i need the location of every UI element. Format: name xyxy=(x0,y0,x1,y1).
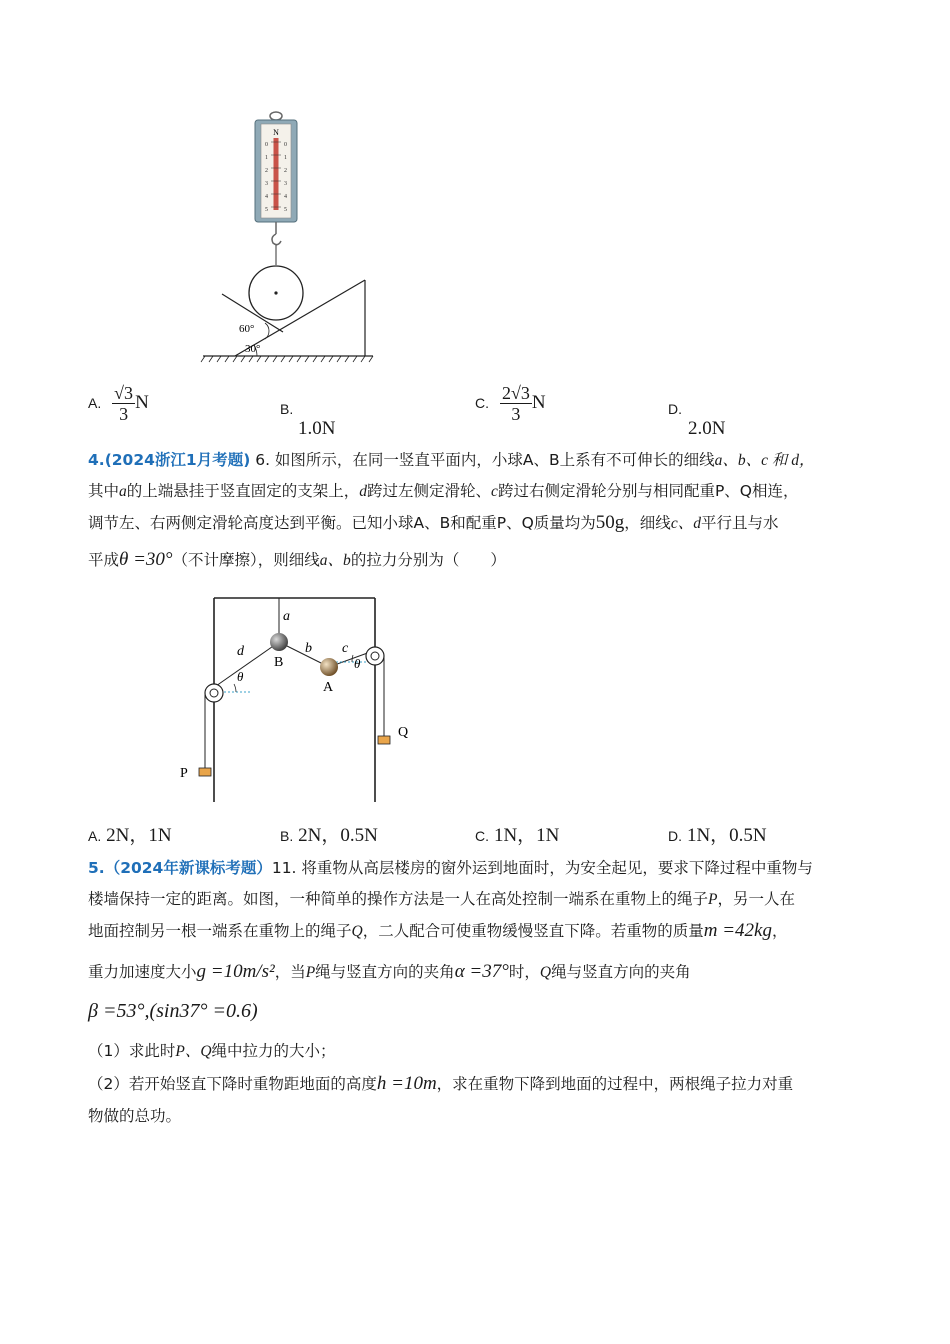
q4-line-1: 4.(2024浙江1月考题) 6. 如图所示，在同一竖直平面内，小球A、B上系有不可伸长的细线a、b、c 和 d， xyxy=(88,451,815,469)
angle-30-label: 30° xyxy=(245,343,261,355)
scale-unit-letter: N xyxy=(273,128,279,137)
q4-source: (2024浙江1月考题) xyxy=(104,451,251,469)
angle-60-label: 60° xyxy=(239,323,255,335)
weight-Q xyxy=(378,736,390,744)
svg-text:1: 1 xyxy=(284,155,287,161)
svg-text:3: 3 xyxy=(265,181,268,187)
svg-text:4: 4 xyxy=(265,194,268,200)
theta-right: θ xyxy=(354,656,361,671)
scale-hook xyxy=(272,234,281,245)
ball-B-label: B xyxy=(274,655,284,670)
svg-text:3: 3 xyxy=(284,181,287,187)
left-pulley xyxy=(205,684,223,702)
figure-spring-scale-incline xyxy=(195,110,385,370)
ball-A-label: A xyxy=(323,680,334,695)
scale-indicator xyxy=(274,138,279,210)
q4-line-2: 其中a的上端悬挂于竖直固定的支架上，d跨过左侧定滑轮、c跨过右侧定滑轮分别与相同配重P、Q相连， xyxy=(88,482,799,500)
q5-sub-question-2: （2）若开始竖直下降时重物距地面的高度h =10m，求在重物下降到地面的过程中，两根绳子拉力对重 xyxy=(88,1073,794,1094)
theta-left: θ xyxy=(237,669,244,684)
label-b: b xyxy=(305,641,312,656)
q4-option-a[interactable]: A. 2N，1N xyxy=(88,825,172,846)
svg-text:5: 5 xyxy=(284,207,287,213)
right-pulley xyxy=(366,647,384,665)
q5-line-1: 5.（2024年新课标考题）11. 将重物从高层楼房的窗外运到地面时，为安全起见，要求下降过程中重物与 xyxy=(88,859,813,877)
figure-pulley-system xyxy=(170,590,440,810)
q4-line-3: 调节左、右两侧定滑轮高度达到平衡。已知小球A、B和配重P、Q质量均为50g，细线c、d平行且与水 xyxy=(88,512,779,533)
q5-line-3: 地面控制另一根一端系在重物上的绳子Q，二人配合可使重物缓慢竖直下降。若重物的质量m =42kg， xyxy=(88,920,788,941)
weight-P-label: P xyxy=(180,766,188,781)
q4-option-c[interactable]: C. 1N，1N xyxy=(475,825,560,846)
q3-option-a[interactable]: A. $\frac{√3}{3}$ N xyxy=(88,383,149,424)
scale-hook-ring xyxy=(270,112,282,120)
q3-option-c-fraction: $\frac{2√3}{3}$ xyxy=(501,383,530,424)
svg-text:4: 4 xyxy=(284,194,287,200)
q5-line-4: 重力加速度大小g =10m/s²，当P绳与竖直方向的夹角α =37°时，Q绳与竖直方向的夹角 xyxy=(88,961,691,982)
q5-line-5: β =53°,(sin37° =0.6) xyxy=(88,1000,258,1022)
svg-text:2: 2 xyxy=(265,168,268,174)
q3-option-a-fraction: $\frac{√3}{3}$ xyxy=(114,383,134,424)
ball-B xyxy=(270,633,288,651)
q4-option-b[interactable]: B. 2N，0.5N xyxy=(280,825,378,846)
svg-text:2: 2 xyxy=(284,168,287,174)
weight-P xyxy=(199,768,211,776)
ball-A xyxy=(320,658,338,676)
weight-Q-label: Q xyxy=(398,725,409,740)
svg-text:1: 1 xyxy=(265,155,268,161)
q4-option-d[interactable]: D. 1N，0.5N xyxy=(668,825,767,846)
q5-sub-question-2-cont: 物做的总功。 xyxy=(88,1107,182,1125)
q5-line-2: 楼墙保持一定的距离。如图，一种简单的操作方法是一人在高处控制一端系在重物上的绳子P，另一人在 xyxy=(88,890,795,908)
q5-source: （2024年新课标考题） xyxy=(104,859,272,877)
svg-text:0: 0 xyxy=(265,142,268,148)
q4-line-4: 平成θ =30°（不计摩擦），则细线a、b的拉力分别为（ ） xyxy=(88,549,506,570)
q3-option-b[interactable]: B. 1.0N xyxy=(280,401,336,439)
svg-text:0: 0 xyxy=(284,142,287,148)
q3-option-d[interactable]: D. 2.0N xyxy=(668,401,726,439)
label-a: a xyxy=(283,609,290,624)
label-d: d xyxy=(237,644,244,659)
label-c: c xyxy=(342,641,349,656)
svg-text:5: 5 xyxy=(265,207,268,213)
q3-option-c[interactable]: C. $\frac{2√3}{3}$ N xyxy=(475,383,546,424)
q5-sub-question-1: （1）求此时P、Q绳中拉力的大小； xyxy=(88,1042,336,1060)
